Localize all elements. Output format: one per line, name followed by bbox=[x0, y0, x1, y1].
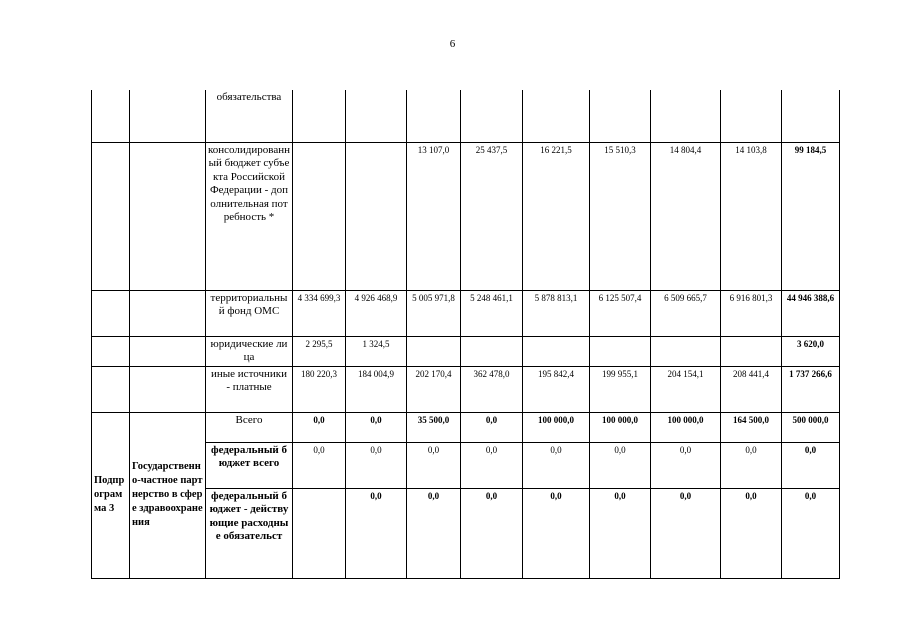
subprogram-label: Подпрограмма 3 bbox=[92, 412, 130, 578]
value-cell: 208 441,4 bbox=[721, 366, 782, 412]
value-cell bbox=[523, 336, 590, 366]
value-cell bbox=[782, 90, 840, 142]
program-name-cell bbox=[130, 290, 206, 336]
value-cell: 0,0 bbox=[346, 442, 407, 488]
program-cell bbox=[92, 336, 130, 366]
value-cell: 14 103,8 bbox=[721, 142, 782, 290]
value-cell: 0,0 bbox=[461, 488, 523, 578]
value-cell: 0,0 bbox=[461, 412, 523, 442]
value-cell: 35 500,0 bbox=[407, 412, 461, 442]
value-cell: 0,0 bbox=[407, 488, 461, 578]
value-cell bbox=[523, 90, 590, 142]
value-cell: 16 221,5 bbox=[523, 142, 590, 290]
source-cell: федеральный бюджет - действующие расходные обязательст bbox=[206, 488, 293, 578]
program-cell bbox=[92, 366, 130, 412]
table-row bbox=[92, 412, 840, 442]
value-cell: 0,0 bbox=[651, 442, 721, 488]
value-cell bbox=[293, 90, 346, 142]
value-cell bbox=[407, 336, 461, 366]
value-cell: 5 878 813,1 bbox=[523, 290, 590, 336]
program-cell bbox=[92, 290, 130, 336]
value-cell: 100 000,0 bbox=[590, 412, 651, 442]
value-cell bbox=[407, 90, 461, 142]
value-cell: 5 248 461,1 bbox=[461, 290, 523, 336]
value-cell: 99 184,5 bbox=[782, 142, 840, 290]
value-cell: 3 620,0 bbox=[782, 336, 840, 366]
table-row bbox=[92, 290, 840, 336]
value-cell: 0,0 bbox=[523, 488, 590, 578]
value-cell: 0,0 bbox=[721, 488, 782, 578]
source-cell: юридические лица bbox=[206, 336, 293, 366]
value-cell: 14 804,4 bbox=[651, 142, 721, 290]
value-cell: 13 107,0 bbox=[407, 142, 461, 290]
value-cell: 0,0 bbox=[461, 442, 523, 488]
value-cell: 2 295,5 bbox=[293, 336, 346, 366]
value-cell: 0,0 bbox=[407, 442, 461, 488]
program-cell bbox=[92, 142, 130, 290]
source-cell: обязательства bbox=[206, 90, 293, 142]
value-cell: 204 154,1 bbox=[651, 366, 721, 412]
value-cell: 6 509 665,7 bbox=[651, 290, 721, 336]
value-cell: 0,0 bbox=[721, 442, 782, 488]
value-cell bbox=[721, 336, 782, 366]
value-cell: 0,0 bbox=[651, 488, 721, 578]
program-name-cell bbox=[130, 336, 206, 366]
value-cell: 4 926 468,9 bbox=[346, 290, 407, 336]
source-cell: территориальный фонд ОМС bbox=[206, 290, 293, 336]
value-cell: 362 478,0 bbox=[461, 366, 523, 412]
value-cell: 180 220,3 bbox=[293, 366, 346, 412]
value-cell: 199 955,1 bbox=[590, 366, 651, 412]
value-cell bbox=[461, 336, 523, 366]
value-cell: 0,0 bbox=[590, 442, 651, 488]
value-cell: 0,0 bbox=[782, 488, 840, 578]
source-cell: иные источники - платные bbox=[206, 366, 293, 412]
program-cell bbox=[92, 90, 130, 142]
source-cell: федеральный бюджет всего bbox=[206, 442, 293, 488]
value-cell: 0,0 bbox=[346, 412, 407, 442]
value-cell: 1 737 266,6 bbox=[782, 366, 840, 412]
value-cell bbox=[721, 90, 782, 142]
program-name-cell bbox=[130, 90, 206, 142]
value-cell: 6 125 507,4 bbox=[590, 290, 651, 336]
value-cell bbox=[346, 142, 407, 290]
value-cell: 0,0 bbox=[590, 488, 651, 578]
value-cell: 0,0 bbox=[523, 442, 590, 488]
value-cell bbox=[651, 90, 721, 142]
program-name-cell bbox=[130, 366, 206, 412]
value-cell: 500 000,0 bbox=[782, 412, 840, 442]
value-cell bbox=[651, 336, 721, 366]
value-cell: 184 004,9 bbox=[346, 366, 407, 412]
value-cell: 0,0 bbox=[346, 488, 407, 578]
value-cell: 15 510,3 bbox=[590, 142, 651, 290]
value-cell: 1 324,5 bbox=[346, 336, 407, 366]
page-number: 6 bbox=[449, 38, 456, 50]
value-cell: 25 437,5 bbox=[461, 142, 523, 290]
value-cell: 44 946 388,6 bbox=[782, 290, 840, 336]
table-row bbox=[92, 90, 840, 142]
value-cell: 0,0 bbox=[293, 442, 346, 488]
value-cell: 0,0 bbox=[782, 442, 840, 488]
value-cell: 6 916 801,3 bbox=[721, 290, 782, 336]
value-cell bbox=[293, 488, 346, 578]
subprogram-name: Государственно-частное партнерство в сфере здравоохранения bbox=[130, 412, 206, 578]
table-row bbox=[92, 366, 840, 412]
source-cell: Всего bbox=[206, 412, 293, 442]
budget-table bbox=[91, 90, 840, 579]
value-cell: 100 000,0 bbox=[651, 412, 721, 442]
table-row bbox=[92, 142, 840, 290]
value-cell bbox=[293, 142, 346, 290]
value-cell: 0,0 bbox=[293, 412, 346, 442]
table-row bbox=[92, 336, 840, 366]
value-cell: 195 842,4 bbox=[523, 366, 590, 412]
value-cell bbox=[461, 90, 523, 142]
value-cell bbox=[590, 90, 651, 142]
value-cell: 164 500,0 bbox=[721, 412, 782, 442]
value-cell: 100 000,0 bbox=[523, 412, 590, 442]
value-cell bbox=[590, 336, 651, 366]
value-cell: 202 170,4 bbox=[407, 366, 461, 412]
program-name-cell bbox=[130, 142, 206, 290]
value-cell: 4 334 699,3 bbox=[293, 290, 346, 336]
source-cell: консолидированный бюджет субъекта Российской Федерации - дополнительная потребность * bbox=[206, 142, 293, 290]
value-cell bbox=[346, 90, 407, 142]
value-cell: 5 005 971,8 bbox=[407, 290, 461, 336]
